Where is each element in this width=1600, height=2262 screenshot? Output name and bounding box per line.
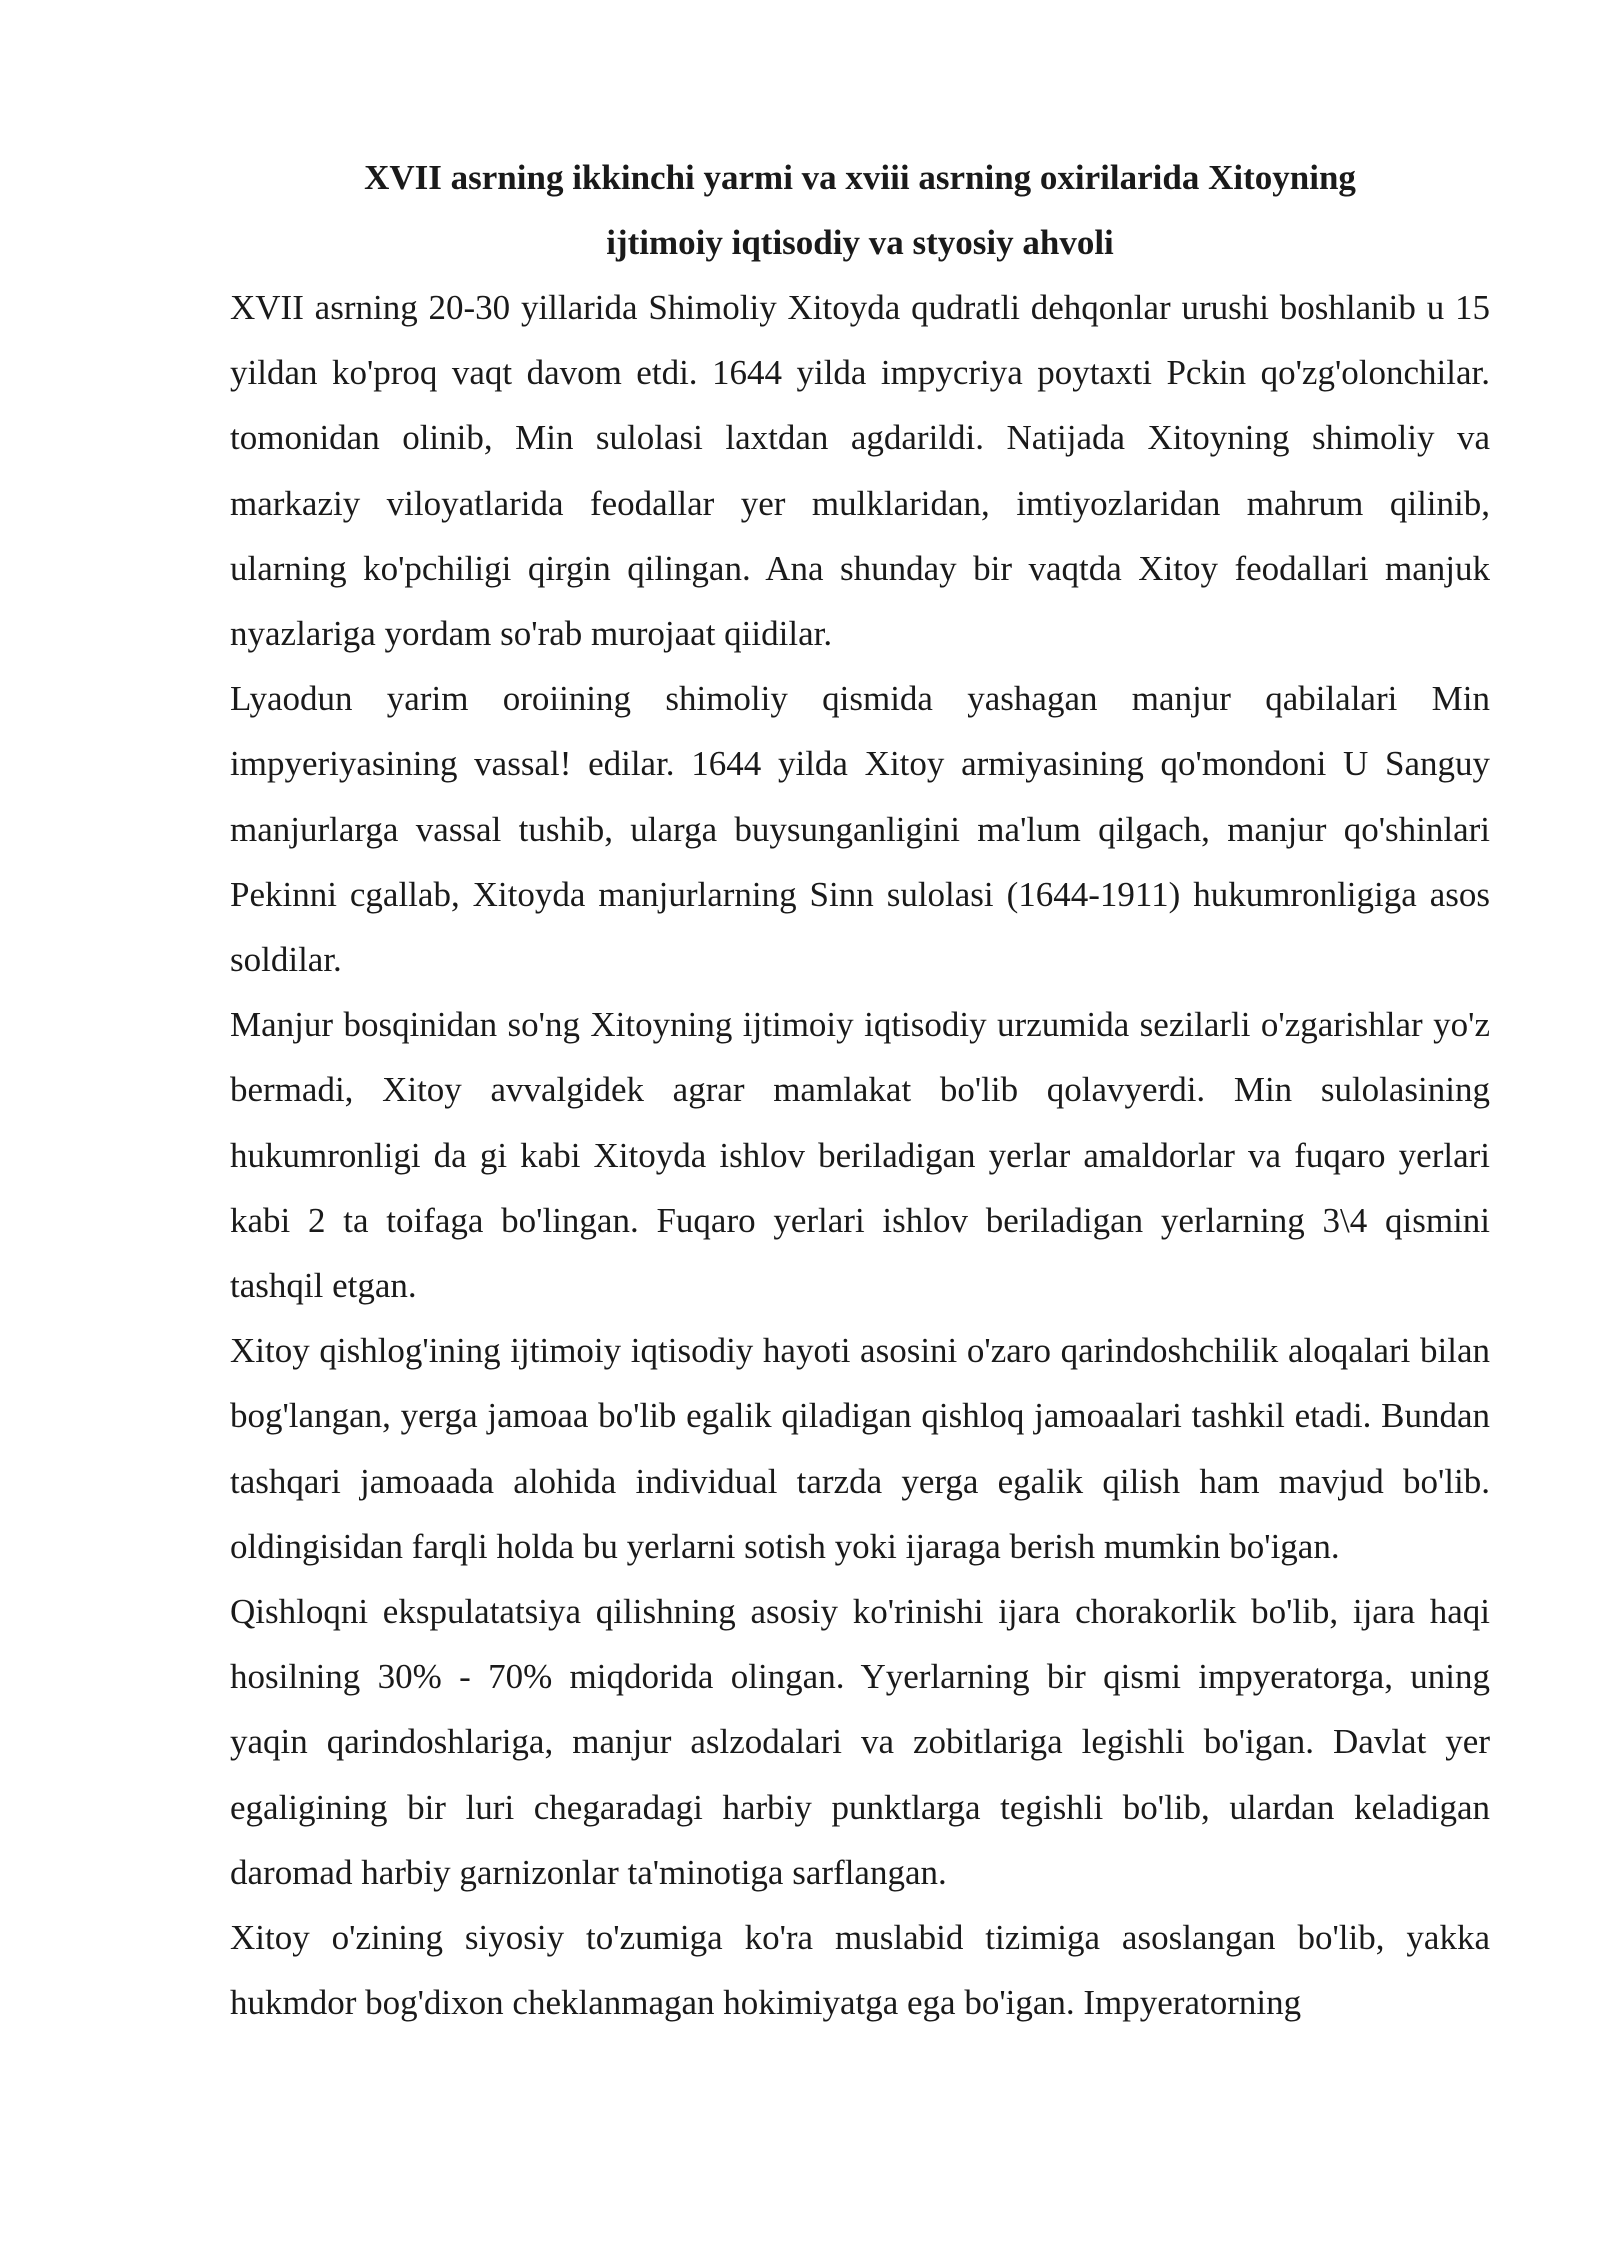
paragraph-qishloq-jamoalari: Xitoy qishlog'ining ijtimoiy iqtisodiy hayoti asosini o'zaro qarindoshchilik aloqalari bilan bog'langan, yerga jamoaa bo'lib egalik qiladigan qishloq jamoaalari tashkil etadi. Bundan tashqari jamoaada alohida individual tarzda yerga egalik qilish ham mavjud bo'lib. oldingisidan farqli holda bu yerlarni sotish yoki ijaraga berish mumkin bo'igan.	[230, 1331, 1490, 1566]
document-body	[230, 275, 1490, 2035]
title-line-2: ijtimoiy iqtisodiy va styosiy ahvoli	[606, 223, 1114, 262]
document-title	[230, 145, 1490, 275]
paragraph-dehqonlar-urushi: XVII asrning 20-30 yillarida Shimoliy Xitoyda qudratli dehqonlar urushi boshlanib u 15 yildan ko'proq vaqt davom etdi. 1644 yilda impycriya poytaxti Pckin qo'zg'olonchilar. tomonidan olinib, Min sulolasi laxtdan agdarildi. Natijada Xitoyning shimoliy va markaziy viloyatlarida feodallar yer mulklaridan, imtiyozlaridan mahrum qilinib, ularning ko'pchiligi qirgin qilingan. Ana shunday bir vaqtda Xitoy feodallari manjuk nyazlariga yordam so'rab murojaat qiidilar.	[230, 288, 1490, 654]
title-line-1: XVII asrning ikkinchi yarmi va xviii asrning oxirilarida Xitoyning	[364, 158, 1356, 197]
document-page	[230, 145, 1490, 2035]
paragraph-siyosiy-tuzum: Xitoy o'zining siyosiy to'zumiga ko'ra muslabid tizimiga asoslangan bo'lib, yakka hukmdor bog'dixon cheklanmagan hokimiyatga ega bo'igan. Impyeratorning	[230, 1918, 1490, 2023]
paragraph-ijara-chorakorlik: Qishloqni ekspulatatsiya qilishning asosiy ko'rinishi ijara chorakorlik bo'lib, ijara haqi hosilning 30% - 70% miqdorida olingan. Yyerlarning bir qismi impyeratorga, uning yaqin qarindoshlariga, manjur aslzodalari va zobitlariga legishli bo'igan. Davlat yer egaligining bir luri chegaradagi harbiy punktlarga tegishli bo'lib, ulardan keladigan daromad harbiy garnizonlar ta'minotiga sarflangan.	[230, 1592, 1490, 1892]
paragraph-manjur-bosqini: Manjur bosqinidan so'ng Xitoyning ijtimoiy iqtisodiy urzumida sezilarli o'zgarishlar yo'z bermadi, Xitoy avvalgidek agrar mamlakat bo'lib qolavyerdi. Min sulolasining hukumronligi da gi kabi Xitoyda ishlov beriladigan yerlar amaldorlar va fuqaro yerlari kabi 2 ta toifaga bo'lingan. Fuqaro yerlari ishlov beriladigan yerlarning 3\4 qismini tashqil etgan.	[230, 1005, 1490, 1306]
paragraph-manjur-qabilalari: Lyaodun yarim oroiining shimoliy qismida yashagan manjur qabilalari Min impyeriyasining vassal! edilar. 1644 yilda Xitoy armiyasining qo'mondoni U Sanguy manjurlarga vassal tushib, ularga buysunganligini ma'lum qilgach, manjur qo'shinlari Pekinni cgallab, Xitoyda manjurlarning Sinn sulolasi (1644-1911) hukumronligiga asos soldilar.	[230, 679, 1490, 980]
